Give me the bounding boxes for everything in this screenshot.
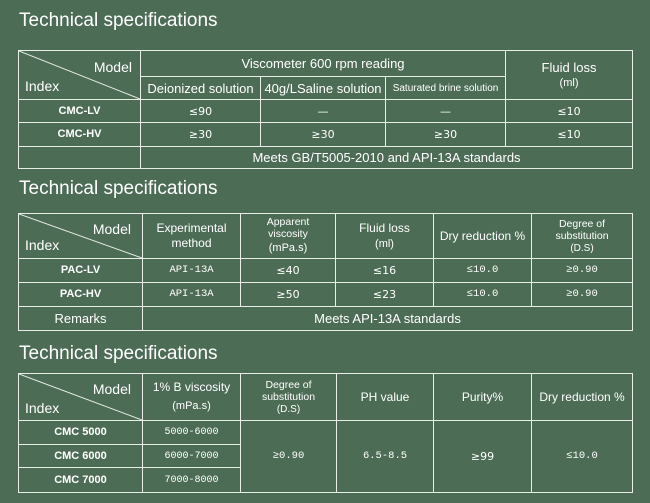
table-cell: ≥30 — [261, 123, 386, 147]
b-viscosity-header — [143, 374, 241, 421]
row-index: PAC-LV — [19, 259, 143, 283]
degree-of-substitution-label: Degree of substitution — [261, 378, 316, 403]
b-viscosity-label: 1% B viscosity — [152, 380, 231, 394]
cmc-grade-spec-table — [18, 373, 633, 493]
table-header-row — [19, 374, 633, 421]
table-row — [19, 421, 633, 445]
fluid-loss-label: Fluid loss — [359, 220, 410, 235]
index-label: Index — [25, 78, 60, 94]
table-cell: ≤90 — [141, 100, 261, 123]
row-index: CMC-LV — [19, 100, 141, 123]
table-footer-row — [19, 147, 633, 169]
purity-header: Purity% — [434, 374, 532, 421]
table-cell: API-13A — [143, 259, 241, 283]
b-viscosity-unit: (mPa.s) — [172, 400, 211, 412]
degree-of-substitution-unit: (D.S) — [276, 403, 301, 415]
dry-reduction-header: Dry reduction % — [434, 214, 532, 259]
standards-note: Meets GB/T5005-2010 and API-13A standards — [141, 147, 633, 169]
section-2-title: Technical specifications — [19, 178, 218, 199]
remarks-row — [19, 307, 633, 331]
table-header-row — [19, 214, 633, 259]
experimental-method-header: Experimental method — [143, 214, 241, 259]
table-row — [19, 283, 633, 307]
section-1-title: Technical specifications — [19, 10, 218, 31]
row-index: CMC 7000 — [19, 468, 143, 493]
index-label: Index — [25, 400, 60, 416]
fluid-loss-unit: (ml) — [559, 76, 579, 89]
pac-spec-table — [18, 213, 633, 331]
table-cell: ≤23 — [336, 283, 434, 307]
table-cell: ≤40 — [241, 259, 336, 283]
corner-header-cell — [19, 51, 141, 100]
row-index: CMC 5000 — [19, 421, 143, 445]
corner-header-cell — [19, 214, 143, 259]
fluid-loss-unit: (ml) — [375, 237, 394, 250]
table-cell: ≥30 — [141, 123, 261, 147]
shared-purity: ≥99 — [434, 421, 532, 493]
row-index: CMC 6000 — [19, 445, 143, 468]
fluid-loss-label: Fluid loss — [541, 59, 597, 75]
model-label: Model — [92, 221, 131, 237]
table-row — [19, 259, 633, 283]
table-cell: API-13A — [143, 283, 241, 307]
row-index: CMC-HV — [19, 123, 141, 147]
table-cell: ≤10 — [506, 100, 633, 123]
model-label: Model — [92, 381, 131, 397]
viscometer-reading-header: Viscometer 600 rpm reading — [141, 51, 506, 77]
table-cell: 7000-8000 — [143, 468, 241, 493]
row-index: PAC-HV — [19, 283, 143, 307]
fluid-loss-header — [336, 214, 434, 259]
table-cell: ≥0.90 — [532, 259, 633, 283]
table-cell: ≤10.0 — [434, 283, 532, 307]
brine-solution-header: Saturated brine solution — [386, 77, 506, 100]
index-label: Index — [25, 237, 60, 253]
cmc-viscosity-spec-table — [18, 50, 633, 169]
table-row — [19, 123, 633, 147]
saline-solution-header: 40g/LSaline solution — [261, 77, 386, 100]
table-cell: 5000-6000 — [143, 421, 241, 445]
fluid-loss-header — [506, 51, 633, 100]
deionized-solution-header: Deionized solution — [141, 77, 261, 100]
model-label: Model — [93, 59, 132, 75]
footer-blank-cell — [19, 147, 141, 169]
apparent-viscosity-header — [241, 214, 336, 259]
table-header-row — [19, 51, 633, 77]
table-row — [19, 100, 633, 123]
degree-of-substitution-header — [241, 374, 337, 421]
apparent-viscosity-unit: (mPa.s) — [268, 242, 308, 254]
table-cell: ≤16 — [336, 259, 434, 283]
degree-of-substitution-label: Degree of substitution — [555, 217, 609, 242]
dry-reduction-header: Dry reduction % — [532, 374, 633, 421]
section-3-title: Technical specifications — [19, 343, 218, 364]
degree-of-substitution-unit: (D.S) — [570, 242, 594, 254]
table-cell: ≥30 — [386, 123, 506, 147]
table-cell: — — [386, 100, 506, 123]
remarks-label: Remarks — [19, 307, 143, 331]
table-cell: — — [261, 100, 386, 123]
table-cell: ≥0.90 — [532, 283, 633, 307]
apparent-viscosity-label: Apparent viscosity — [266, 216, 310, 240]
shared-degree-of-substitution: ≥0.90 — [241, 421, 337, 493]
corner-header-cell — [19, 374, 143, 421]
table-cell: ≤10.0 — [434, 259, 532, 283]
degree-of-substitution-header — [532, 214, 633, 259]
shared-dry-reduction: ≤10.0 — [532, 421, 633, 493]
ph-value-header: PH value — [337, 374, 434, 421]
table-cell: 6000-7000 — [143, 445, 241, 468]
shared-ph-value: 6.5-8.5 — [337, 421, 434, 493]
remarks-text: Meets API-13A standards — [143, 307, 633, 331]
table-cell: ≥50 — [241, 283, 336, 307]
table-cell: ≤10 — [506, 123, 633, 147]
